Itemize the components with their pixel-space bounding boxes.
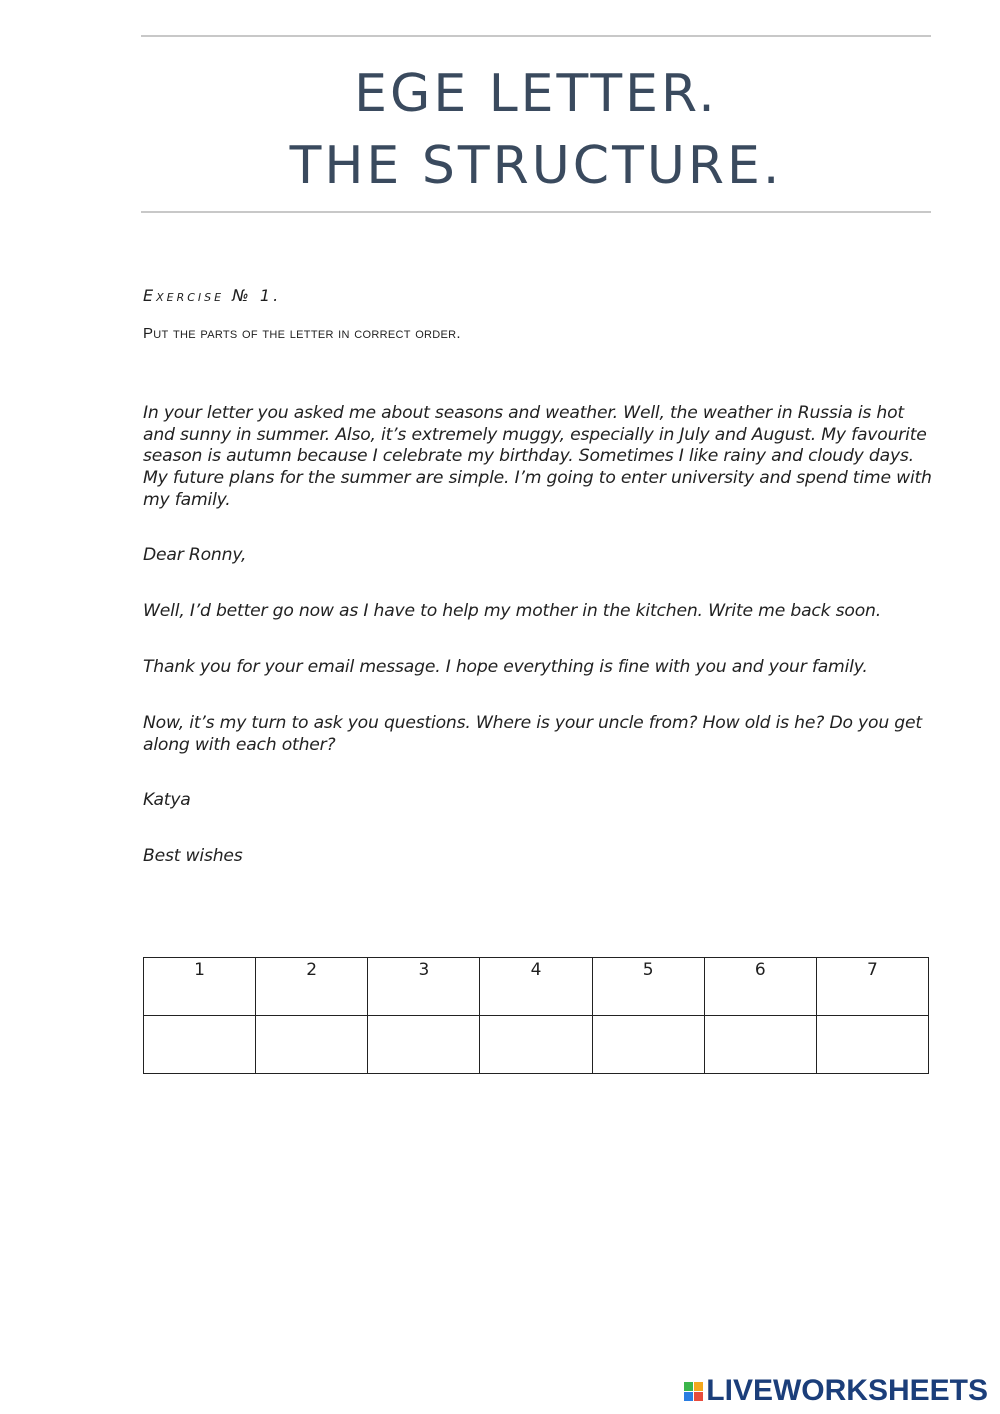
letter-part-5: Now, it’s my turn to ask you questions. Where is your uncle from? How old is he? Do you get along with each other? (143, 713, 922, 755)
letter-part-4: Thank you for your email message. I hope everything is fine with you and your family. (143, 657, 868, 677)
bottom-rule (141, 211, 931, 213)
liveworksheets-logo (684, 1374, 988, 1408)
answer-table-input-row (144, 1016, 929, 1074)
letter-part-3: Well, I’d better go now as I have to help my mother in the kitchen. Write me back soon. (143, 601, 882, 621)
logo-text: LIVEWORKSHEETS (706, 1374, 988, 1407)
page-title (141, 58, 931, 202)
letter-part-7: Best wishes (143, 846, 243, 866)
answer-number-1: 1 (144, 958, 256, 1016)
answer-cell-3[interactable] (368, 1016, 480, 1074)
answer-cell-7[interactable] (816, 1016, 928, 1074)
answer-table (143, 957, 929, 1074)
letter-part-6: Katya (143, 790, 191, 810)
letter-part-2: Dear Ronny, (143, 545, 247, 565)
answer-number-5: 5 (592, 958, 704, 1016)
answer-number-6: 6 (704, 958, 816, 1016)
exercise-heading: Exercise № 1. (143, 286, 282, 305)
answer-cell-2[interactable] (256, 1016, 368, 1074)
top-rule (141, 35, 931, 37)
letter-part-1: In your letter you asked me about seasons and weather. Well, the weather in Russia is hot and sunny in summer. Also, it’s extremely muggy, especially in July and August. My favourite season is autumn because I celebrate my birthday. Sometimes I like rainy and cloudy days. My future plans for the summer are simple. I’m going to enter university and spend time with my family. (143, 403, 932, 510)
title-line-1: EGE LETTER. (354, 64, 718, 124)
answer-cell-6[interactable] (704, 1016, 816, 1074)
answer-cell-5[interactable] (592, 1016, 704, 1074)
exercise-instruction: Put the parts of the letter in correct order. (143, 325, 461, 342)
answer-number-4: 4 (480, 958, 592, 1016)
answer-cell-4[interactable] (480, 1016, 592, 1074)
answer-cell-1[interactable] (144, 1016, 256, 1074)
answer-number-7: 7 (816, 958, 928, 1016)
liveworksheets-logo-icon (684, 1382, 703, 1401)
answer-number-2: 2 (256, 958, 368, 1016)
answer-table-header-row (144, 958, 929, 1016)
answer-number-3: 3 (368, 958, 480, 1016)
title-line-2: THE STRUCTURE. (289, 136, 783, 196)
